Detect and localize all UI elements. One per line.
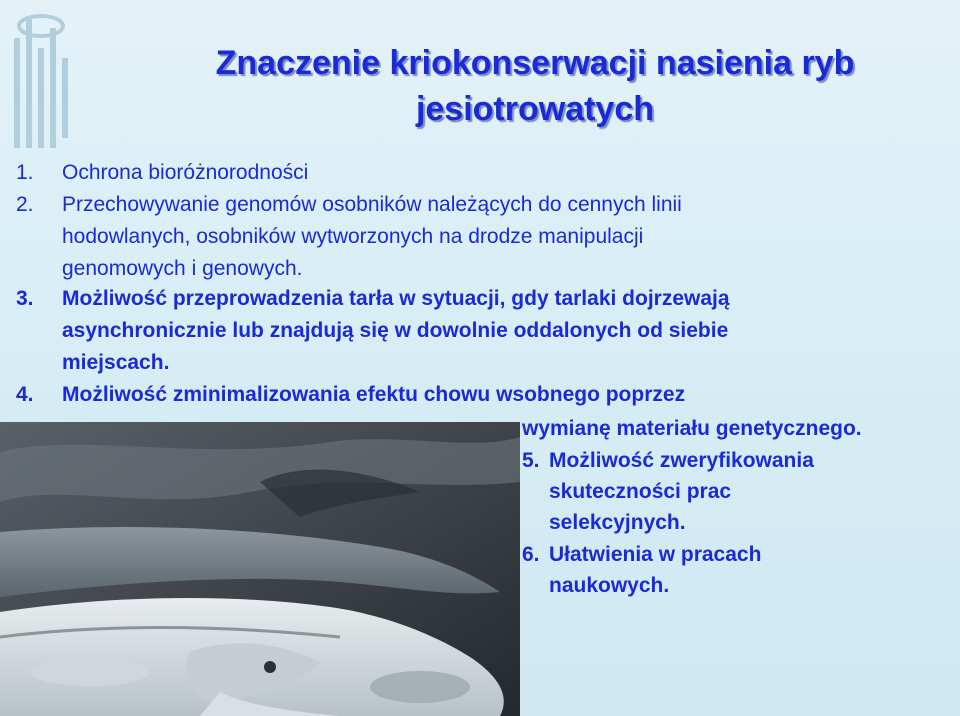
item-1-number: 1. — [16, 161, 34, 184]
sturgeon-photo — [0, 422, 520, 716]
item-6-line-2: naukowych. — [549, 574, 670, 597]
item-4-line-1: Możliwość zminimalizowania efektu chowu wsobnego poprzez — [62, 383, 686, 406]
ryby-spo-logo — [6, 8, 76, 158]
item-5-line-1: Możliwość zweryfikowania — [549, 449, 814, 472]
item-3-number: 3. — [16, 287, 34, 310]
item-4-line-2: wymianę materiału genetycznego. — [522, 417, 862, 440]
item-1-line-1: Ochrona bioróżnorodności — [62, 161, 309, 184]
item-5-line-3: selekcyjnych. — [549, 511, 686, 534]
item-4-number: 4. — [16, 383, 34, 406]
item-3-line-2: asynchronicznie lub znajdują się w dowolnie oddalonych od siebie — [62, 319, 729, 342]
item-3-line-1: Możliwość przeprowadzenia tarła w sytuacji, gdy tarlaki dojrzewają — [62, 287, 730, 310]
slide-title-line-1: Znaczenie kriokonserwacji nasienia ryb — [215, 44, 855, 82]
item-3-line-3: miejscach. — [62, 351, 170, 374]
item-2-line-1: Przechowywanie genomów osobników należących do cennych linii — [62, 193, 682, 216]
item-6-number: 6. — [522, 543, 540, 566]
item-2-number: 2. — [16, 193, 34, 216]
item-5-number: 5. — [522, 449, 540, 472]
item-5-line-2: skuteczności prac — [549, 480, 732, 503]
item-2-line-3: genomowych i genowych. — [62, 257, 303, 280]
slide-title-line-2: jesiotrowatych — [415, 90, 655, 128]
item-2-line-2: hodowlanych, osobników wytworzonych na drodze manipulacji — [62, 225, 644, 248]
item-6-line-1: Ułatwienia w pracach — [549, 543, 762, 566]
